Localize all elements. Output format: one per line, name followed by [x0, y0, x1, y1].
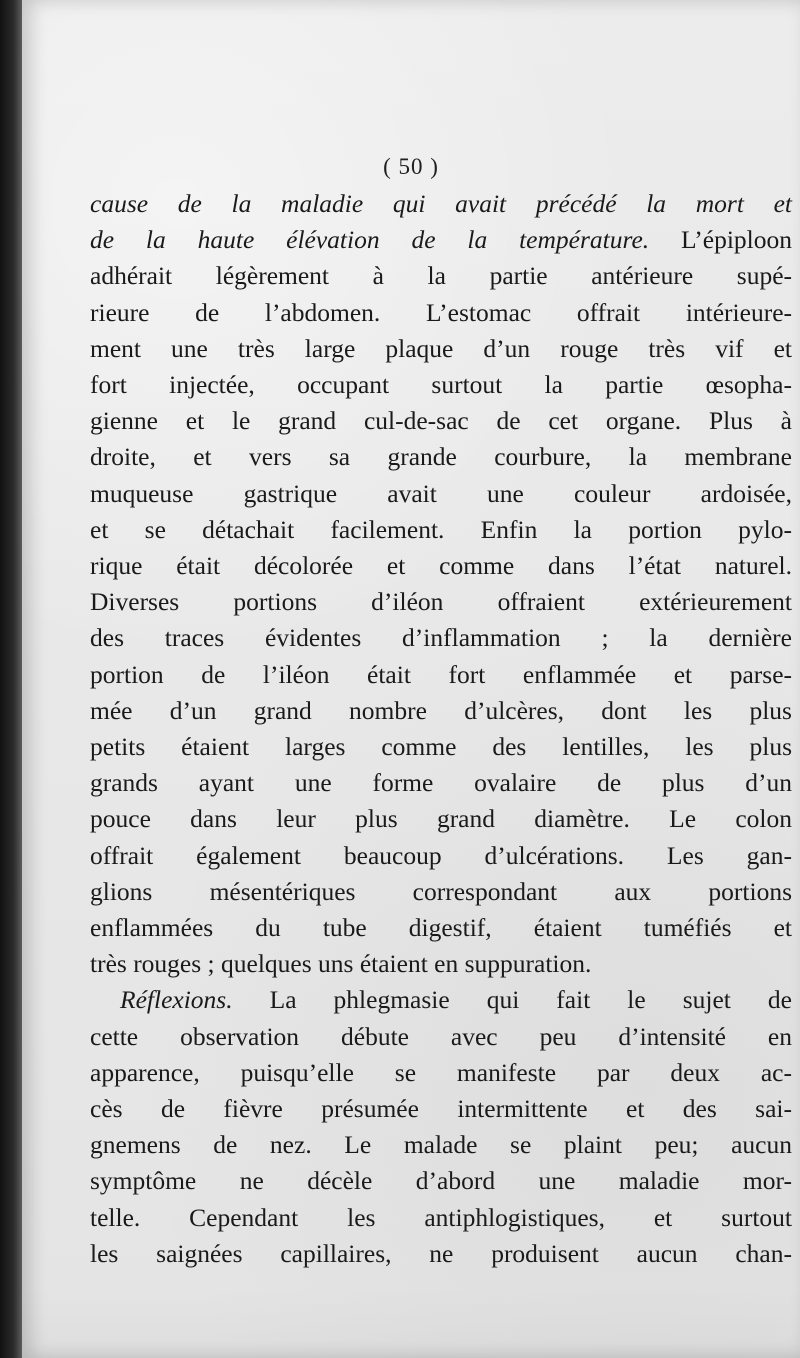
paragraph-1-line-19: offrait également beaucoup d’ulcérations. Les gan- — [90, 840, 792, 870]
paragraph-1-line-21: enflammées du tube digestif, étaient tuméfiés et — [90, 913, 792, 943]
paragraph-1-line-16: petits étaient larges comme des lentilles, les plus — [90, 732, 792, 762]
paragraph-1-line-8: droite, et vers sa grande courbure, la membrane — [90, 442, 792, 472]
page-number: ( 50 ) — [383, 154, 439, 179]
paragraph-1-line-2-italic: de la haute élévation de la température. — [90, 225, 650, 255]
paragraph-1-line-4: rieure de l’abdomen. L’estomac offrait intérieure- — [90, 297, 792, 327]
paragraph-1-line-10: et se détachait facilement. Enfin la portion pylo- — [90, 514, 792, 544]
paragraph-1-line-2 — [90, 222, 792, 258]
paragraph-1-line-9: muqueuse gastrique avait une couleur ardoisée, — [90, 478, 792, 508]
paragraph-1-line-14: portion de l’iléon était fort enflammée et parse- — [90, 659, 792, 689]
paragraph-2-line-6: symptôme ne décèle d’abord une maladie mor- — [90, 1166, 792, 1196]
reflections-heading: Réflexions. — [120, 985, 233, 1015]
paragraph-1-line-7: gienne et le grand cul-de-sac de cet organe. Plus à — [90, 406, 792, 436]
paragraph-1-line-20: glions mésentériques correspondant aux portions — [90, 876, 792, 906]
paragraph-2-line-4: cès de fièvre présumée intermittente et des sai- — [90, 1094, 792, 1124]
paragraph-1-line-17: grands ayant une forme ovalaire de plus d’un — [90, 768, 792, 798]
paragraph-1-line-22: très rouges ; quelques uns étaient en suppuration. — [90, 949, 592, 979]
paragraph-1-line-5: ment une très large plaque d’un rouge très vif et — [90, 333, 792, 363]
paragraph-2-line-1-rest: La phlegmasie qui fait le sujet de — [232, 985, 792, 1015]
page-bottom-shade — [22, 1288, 800, 1358]
paragraph-2-line-3: apparence, puisqu’elle se manifeste par deux ac- — [90, 1057, 792, 1087]
paragraph-2-line-2: cette observation débute avec peu d’intensité en — [90, 1021, 792, 1051]
paragraph-1-line-3: adhérait légèrement à la partie antérieure supé- — [90, 261, 792, 291]
paragraph-1-line-6: fort injectée, occupant surtout la partie œsopha- — [90, 370, 792, 400]
paragraph-2-line-8: les saignées capillaires, ne produisent aucun chan- — [90, 1238, 792, 1268]
paragraph-1-line-12: Diverses portions d’iléon offraient extérieurement — [90, 587, 792, 617]
paragraph-1-line-1: cause de la maladie qui avait précédé la mort et — [90, 189, 792, 218]
body-text — [90, 186, 792, 1272]
paragraph-1-line-18: pouce dans leur plus grand diamètre. Le colon — [90, 804, 792, 834]
paragraph-2-line-7: telle. Cependant les antiphlogistiques, et surtout — [90, 1202, 792, 1232]
paragraph-2-line-1 — [90, 982, 792, 1018]
paragraph-1-line-13: des traces évidentes d’inflammation ; la dernière — [90, 623, 792, 653]
paragraph-1-line-15: mée d’un grand nombre d’ulcères, dont les plus — [90, 695, 792, 725]
paragraph-1-line-11: rique était décolorée et comme dans l’état naturel. — [90, 551, 792, 581]
paragraph-2-line-5: gnemens de nez. Le malade se plaint peu; aucun — [90, 1130, 792, 1160]
paragraph-1-line-2-rest: L’épiploon — [649, 225, 793, 255]
book-page — [22, 0, 800, 1358]
